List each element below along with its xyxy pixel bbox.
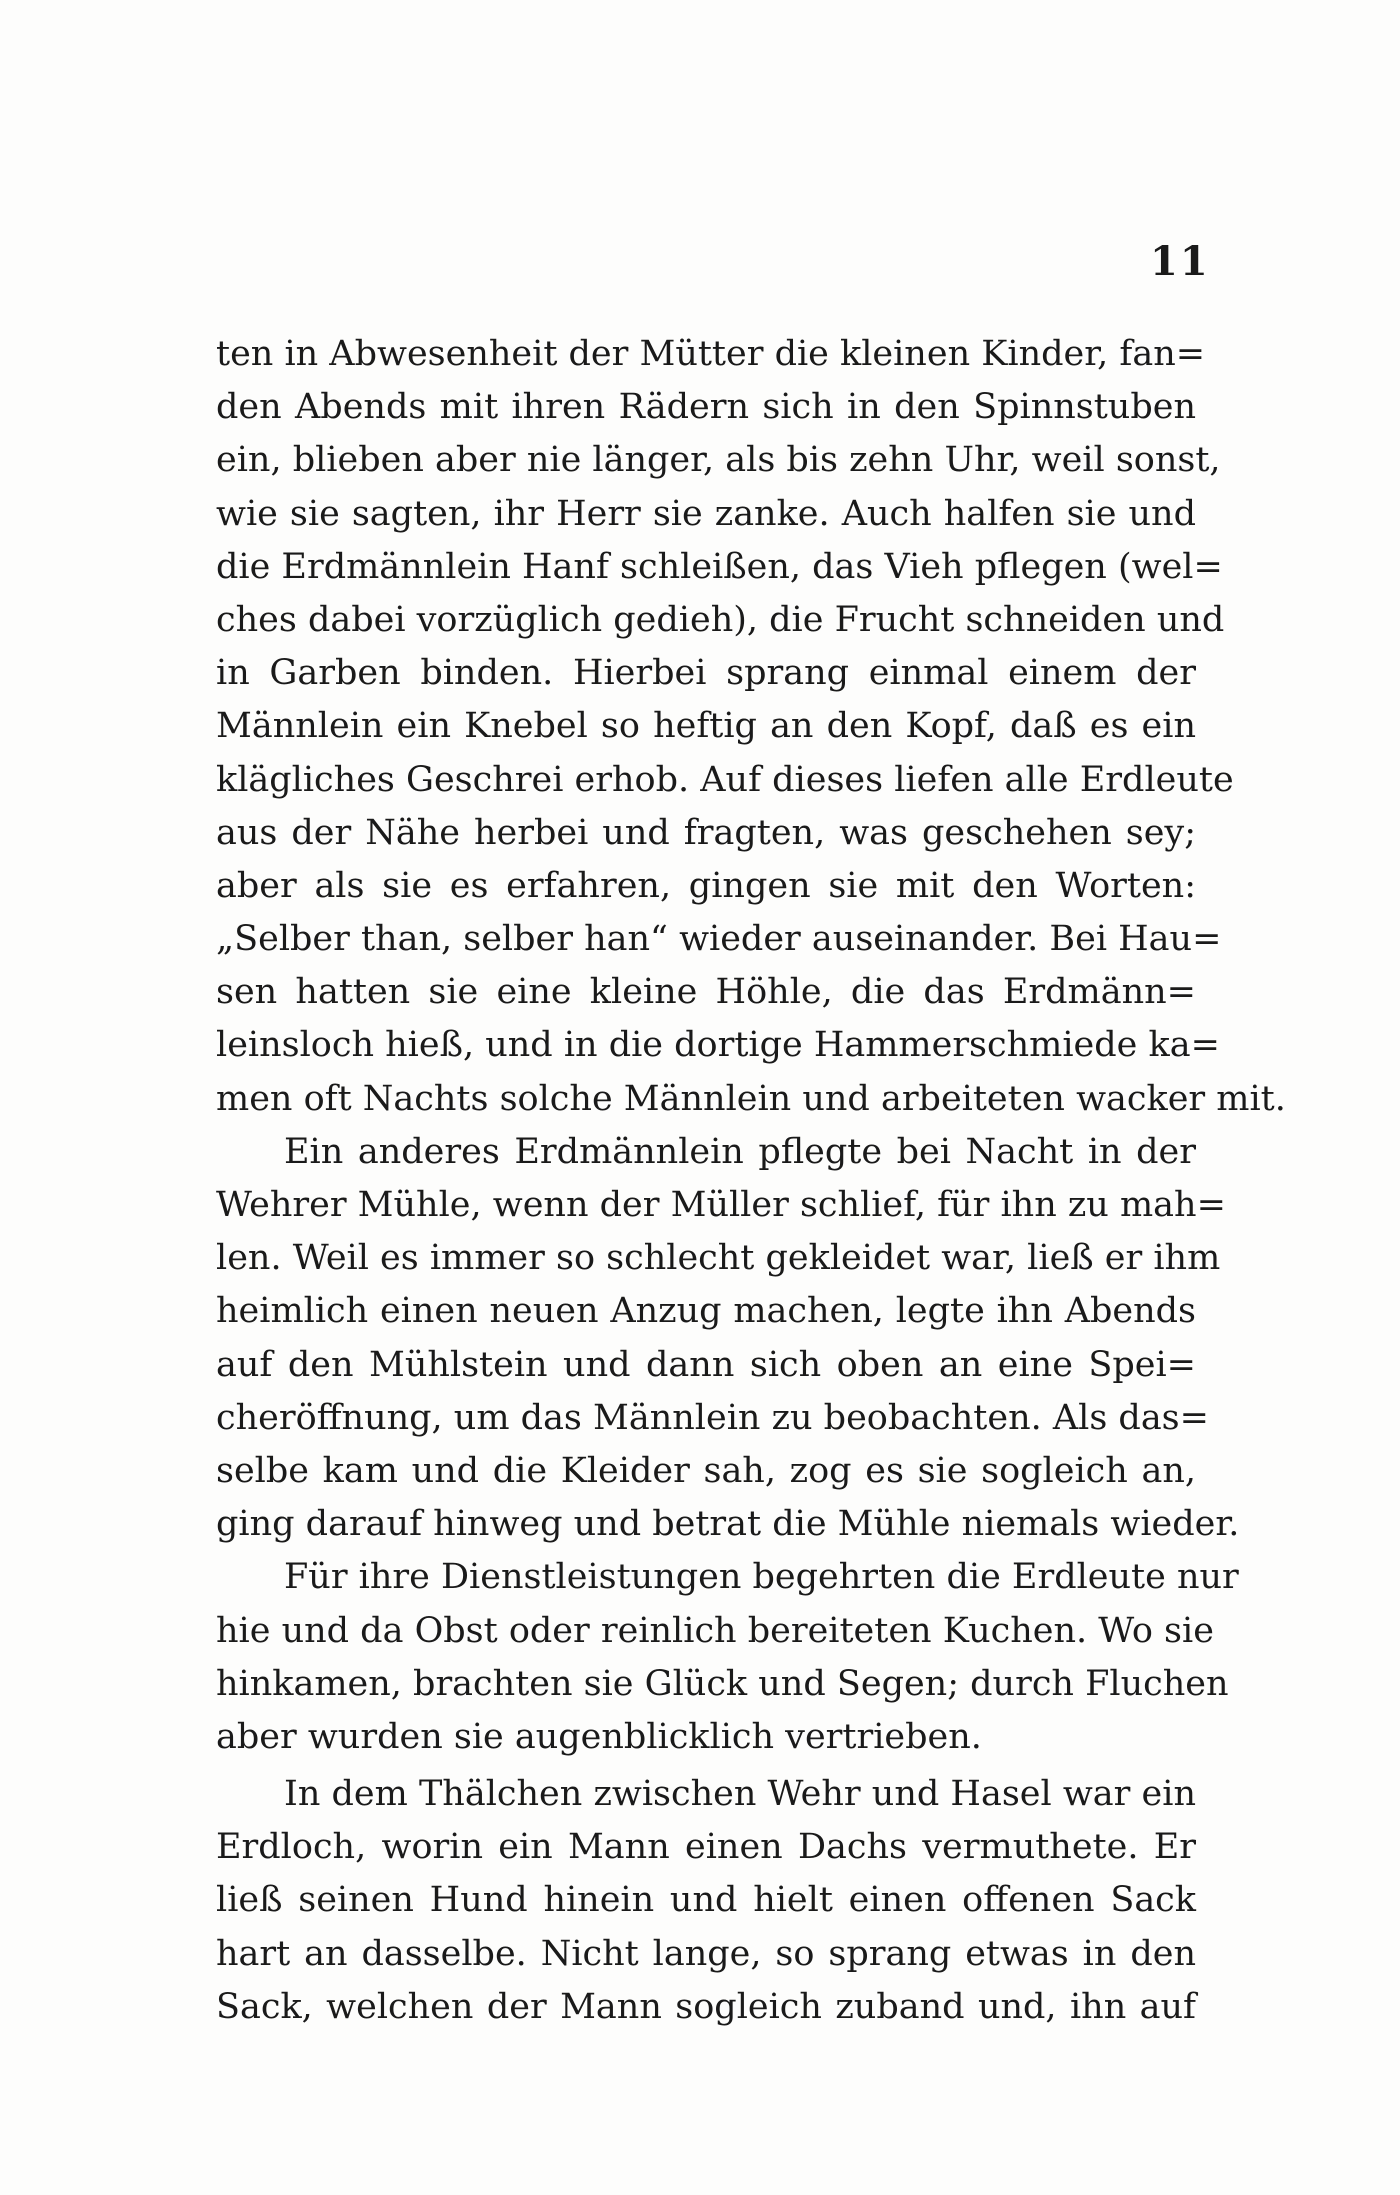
text-line: Für ihre Dienstleistungen begehrten die Erdleute nur: [284, 1557, 1239, 1598]
text-line: in Garben binden. Hierbei sprang einmal einem der: [216, 653, 1196, 694]
text-line: den Abends mit ihren Rädern sich in den Spinnstuben: [216, 387, 1196, 428]
text-line: ches dabei vorzüglich gedieh), die Frucht schneiden und: [216, 599, 1225, 640]
text-line: hinkamen, brachten sie Glück und Segen; durch Fluchen: [216, 1663, 1229, 1704]
text-line: wie sie sagten, ihr Herr sie zanke. Auch halfen sie und: [216, 493, 1196, 534]
text-line: Ein anderes Erdmännlein pflegte bei Nacht in der: [284, 1131, 1196, 1172]
text-line: ten in Abwesenheit der Mütter die kleinen Kinder, fan=: [216, 334, 1206, 374]
text-line: ein, blieben aber nie länger, als bis zehn Uhr, weil sonst,: [216, 440, 1221, 481]
text-line: Männlein ein Knebel so heftig an den Kopf, daß es ein: [216, 706, 1196, 747]
text-line: cheröffnung, um das Männlein zu beobachten. Als das=: [216, 1397, 1209, 1438]
text-line: „Selber than, selber han“ wieder auseinander. Bei Hau=: [216, 919, 1222, 960]
text-line: Wehrer Mühle, wenn der Müller schlief, für ihn zu mah=: [216, 1185, 1226, 1225]
text-line: leinsloch hieß, und in die dortige Hammerschmiede ka=: [216, 1025, 1220, 1066]
text-line: klägliches Geschrei erhob. Auf dieses liefen alle Erdleute: [216, 759, 1234, 800]
text-line: aber wurden sie augenblicklich vertrieben.: [216, 1716, 982, 1757]
text-line: hie und da Obst oder reinlich bereiteten Kuchen. Wo sie: [216, 1610, 1214, 1651]
body-text: [216, 328, 1286, 2034]
text-line: aus der Nähe herbei und fragten, was geschehen sey;: [216, 812, 1196, 853]
text-line: selbe kam und die Kleider sah, zog es sie sogleich an,: [216, 1450, 1196, 1491]
text-line: aber als sie es erfahren, gingen sie mit den Worten:: [216, 865, 1196, 906]
text-line: men oft Nachts solche Männlein und arbeiteten wacker mit.: [216, 1078, 1286, 1119]
text-line: ging darauf hinweg und betrat die Mühle niemals wieder.: [216, 1504, 1240, 1545]
text-line: In dem Thälchen zwischen Wehr und Hasel war ein: [284, 1774, 1196, 1815]
text-line: hart an dasselbe. Nicht lange, so sprang etwas in den: [216, 1933, 1196, 1974]
text-line: Sack, welchen der Mann sogleich zuband und, ihn auf: [216, 1986, 1196, 2027]
text-line: Erdloch, worin ein Mann einen Dachs vermuthete. Er: [216, 1827, 1196, 1868]
text-line: die Erdmännlein Hanf schleißen, das Vieh pflegen (wel=: [216, 546, 1223, 587]
text-line: auf den Mühlstein und dann sich oben an eine Spei=: [216, 1344, 1196, 1385]
text-line: sen hatten sie eine kleine Höhle, die das Erdmänn=: [216, 972, 1196, 1013]
text-line: len. Weil es immer so schlecht gekleidet war, ließ er ihm: [216, 1238, 1221, 1279]
text-line: heimlich einen neuen Anzug machen, legte ihn Abends: [216, 1291, 1196, 1332]
page-number: 11: [1150, 238, 1210, 285]
text-line: ließ seinen Hund hinein und hielt einen offenen Sack: [216, 1880, 1196, 1921]
